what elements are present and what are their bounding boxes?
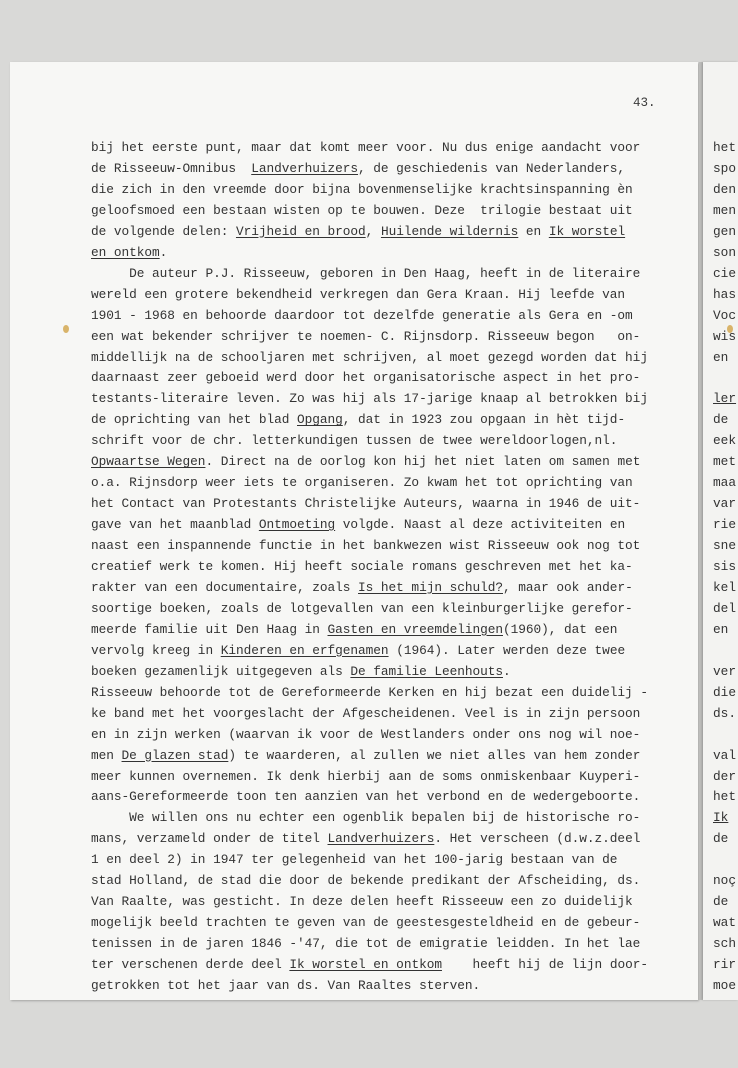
text-segment: . xyxy=(503,663,511,679)
text-segment: de oprichting van het blad xyxy=(91,412,297,428)
adjacent-page-fragment: rir xyxy=(713,957,737,973)
underlined-title: Vrijheid en brood xyxy=(235,223,366,239)
underlined-title: en ontkom xyxy=(91,244,160,260)
text-line xyxy=(91,329,640,344)
text-line xyxy=(91,601,633,616)
adjacent-page-fragment: het xyxy=(713,140,737,155)
text-line xyxy=(91,685,648,700)
text-line xyxy=(91,433,617,448)
text-segment: middellijk na de schooljaren met schrijven, al moet gezegd worden dat hij xyxy=(91,349,648,365)
adjacent-page-fragment: en xyxy=(713,621,729,637)
text-line xyxy=(91,391,648,406)
adjacent-page-fragment: de xyxy=(713,412,729,428)
text-line xyxy=(91,517,625,532)
text-segment: die zich in den vreemde door bijna bovenmenselijke krachtsinspanning èn xyxy=(91,181,633,197)
underlined-title: Opgang xyxy=(297,412,343,428)
text-segment: tenissen in de jaren 1846 -'47, die tot de emigratie leidden. In het lae xyxy=(91,936,641,952)
adjacent-page-fragment: sis xyxy=(713,559,737,574)
adjacent-page-fragment: der xyxy=(713,768,737,784)
text-segment: De auteur P.J. Risseeuw, geboren in Den Haag, heeft in de literaire xyxy=(91,265,641,281)
text-segment: (1964). Later werden deze twee xyxy=(388,642,626,658)
text-segment: volgde. Naast al deze activiteiten en xyxy=(335,517,626,533)
text-segment: , de geschiedenis van Nederlanders, xyxy=(358,160,626,176)
text-segment: ) te waarderen, al zullen we niet alles van hem zonder xyxy=(228,747,641,763)
text-segment: , maar ook ander- xyxy=(503,579,633,595)
adjacent-page-fragment: met xyxy=(713,454,737,470)
underlined-title: De familie Leenhouts xyxy=(350,663,503,679)
text-line xyxy=(91,182,633,197)
text-segment: aans-Gereformeerde toon ten aanzien van het verbond en de wedergeboorte. xyxy=(91,789,641,805)
adjacent-page-fragment: Voc xyxy=(713,307,737,323)
text-segment: boeken gezamenlijk uitgegeven als xyxy=(91,663,351,679)
page-number: 43. xyxy=(633,96,656,110)
text-segment: wereld een grotere bekendheid verkregen dan Gera Kraan. Hij leefde van xyxy=(91,286,626,302)
text-segment: heeft hij de lijn door- xyxy=(441,957,648,973)
text-line xyxy=(91,894,633,909)
text-segment: 1 en deel 2) in 1947 ter gelegenheid van het 100-jarig bestaan van de xyxy=(91,852,618,868)
adjacent-page-fragment: cie xyxy=(713,265,737,281)
text-line xyxy=(91,957,648,972)
text-line xyxy=(91,496,640,511)
text-line xyxy=(91,622,617,637)
adjacent-page-fragment: Ik xyxy=(713,810,729,826)
text-segment: meerde familie uit Den Haag in xyxy=(91,621,328,637)
text-line xyxy=(91,412,625,427)
adjacent-page-fragment: ler xyxy=(713,391,737,407)
text-segment: bij het eerste punt, maar dat komt meer voor. Nu dus enige aandacht voor xyxy=(91,140,641,155)
text-line xyxy=(91,664,511,679)
text-segment: geloofsmoed een bestaan wisten op te bouwen. Deze trilogie bestaat uit xyxy=(91,202,633,218)
adjacent-page-fragment: ver xyxy=(713,663,737,679)
underlined-title: Landverhuizers xyxy=(327,831,435,847)
text-segment: de Risseeuw-Omnibus xyxy=(91,160,252,176)
adjacent-page-fragment: has xyxy=(713,286,737,302)
text-line xyxy=(91,454,640,469)
text-line xyxy=(91,140,640,155)
text-segment: 1901 - 1968 en behoorde daardoor tot dezelfde generatie als Gera en -om xyxy=(91,307,633,323)
hole-punch-mark xyxy=(63,325,69,333)
adjacent-page-fragment: rie xyxy=(713,517,737,533)
text-line xyxy=(91,308,633,323)
adjacent-page-fragment: wis xyxy=(713,328,737,344)
text-line xyxy=(91,287,625,302)
adjacent-page-fragment: gen xyxy=(713,223,737,239)
text-line xyxy=(91,831,640,846)
text-segment: de volgende delen: xyxy=(91,223,236,239)
text-segment: en in zijn werken (waarvan ik voor de Westlanders onder ons nog wil noe- xyxy=(91,726,641,742)
text-segment: soortige boeken, zoals de lotgevallen van een kleinburgerlijke gerefor- xyxy=(91,600,633,616)
text-segment: daarnaast zeer geboeid werd door het organisatorische aspect in het pro- xyxy=(91,370,641,386)
text-line xyxy=(91,559,633,574)
text-segment: creatief werk te komen. Hij heeft sociale romans geschreven met het ka- xyxy=(91,559,633,574)
text-line xyxy=(91,789,640,804)
adjacent-page-fragment: del xyxy=(713,600,737,616)
text-segment: een wat bekender schrijver te noemen- C. Rijnsdorp. Risseeuw begon on- xyxy=(91,328,641,344)
adjacent-page-fragment: ds. xyxy=(713,705,737,721)
text-segment: meer kunnen overnemen. Ik denk hierbij aan de soms onmiskenbaar Kuyperi- xyxy=(91,768,641,784)
adjacent-page-fragment: die xyxy=(713,684,737,700)
text-line xyxy=(91,873,640,888)
adjacent-page-fragment: wat xyxy=(713,915,737,931)
text-line xyxy=(91,643,625,658)
text-line xyxy=(91,810,640,825)
text-segment: We willen ons nu echter een ogenblik bepalen bij de historische ro- xyxy=(91,810,641,826)
text-line xyxy=(91,224,625,239)
text-segment: vervolg kreeg in xyxy=(91,642,221,658)
adjacent-page-fragment: noç xyxy=(713,873,737,889)
text-segment: . Direct na de oorlog kon hij het niet laten om samen met xyxy=(205,454,641,470)
text-segment: naast een inspannende functie in het bankwezen wist Risseeuw ook nog tot xyxy=(91,538,641,554)
text-line xyxy=(91,978,480,993)
text-segment: , xyxy=(365,223,381,239)
text-segment: ter verschenen derde deel xyxy=(91,957,290,973)
text-segment: Van Raalte, was gesticht. In deze delen heeft Risseeuw een zo duidelijk xyxy=(91,894,633,910)
adjacent-page-fragment: de xyxy=(713,831,729,847)
underlined-title: Is het mijn schuld? xyxy=(358,579,503,595)
underlined-title: Ontmoeting xyxy=(258,517,336,533)
text-line xyxy=(91,706,640,721)
text-line xyxy=(91,727,640,742)
underlined-title: De glazen stad xyxy=(121,747,229,763)
text-segment: mans, verzameld onder de titel xyxy=(91,831,328,847)
adjacent-page-fragment: spo xyxy=(713,160,737,176)
text-segment: o.a. Rijnsdorp weer iets te organiseren. Zo kwam het tot oprichting van xyxy=(91,475,633,491)
adjacent-page-fragment: sne xyxy=(713,538,737,554)
adjacent-page-fragment: moe xyxy=(713,978,737,993)
text-line xyxy=(91,852,617,867)
underlined-title: Gasten en vreemdelingen xyxy=(327,621,503,637)
text-segment: ke band met het voorgeslacht der Afgescheidenen. Veel is in zijn persoon xyxy=(91,705,641,721)
text-segment: en xyxy=(518,223,549,239)
adjacent-page-fragment: den xyxy=(713,181,737,197)
text-segment: . xyxy=(159,244,168,260)
text-segment: Risseeuw behoorde tot de Gereformeerde Kerken en hij bezat een duidelij - xyxy=(91,684,648,700)
text-segment: schrift voor de chr. letterkundigen tussen de twee wereldoorlogen,nl. xyxy=(91,433,618,449)
text-segment: gave van het maanblad xyxy=(91,517,259,533)
text-line xyxy=(91,580,633,595)
adjacent-page-fragment: maa xyxy=(713,475,737,491)
underlined-title: Ik worstel en ontkom xyxy=(289,957,442,973)
text-line xyxy=(91,245,167,260)
text-segment: testants-literaire leven. Zo was hij als 17-jarige knaap al betrokken bij xyxy=(91,391,648,407)
adjacent-page-fragment: eek xyxy=(713,433,737,449)
text-line xyxy=(91,266,640,281)
text-line xyxy=(91,936,640,951)
text-segment: men xyxy=(91,747,122,763)
text-line xyxy=(91,915,640,930)
text-segment: mogelijk beeld trachten te geven van de geestesgesteldheid en de gebeur- xyxy=(91,915,641,931)
text-segment: rakter van een documentaire, zoals xyxy=(91,579,359,595)
adjacent-page-fragment: val xyxy=(713,747,737,763)
text-segment: (1960), dat een xyxy=(503,621,618,637)
adjacent-page-fragment: kel xyxy=(713,579,737,595)
text-line xyxy=(91,370,640,385)
underlined-title: Kinderen en erfgenamen xyxy=(220,642,389,658)
text-line xyxy=(91,475,633,490)
adjacent-page-fragment: de xyxy=(713,894,729,910)
text-segment: , dat in 1923 zou opgaan in hèt tijd- xyxy=(342,412,626,428)
underlined-title: Ik worstel xyxy=(548,223,626,239)
text-line xyxy=(91,748,640,763)
text-segment: stad Holland, de stad die door de bekende predikant der Afscheiding, ds. xyxy=(91,873,641,889)
text-segment: . Het verscheen (d.w.z.deel xyxy=(434,831,641,847)
adjacent-page-fragment: son xyxy=(713,244,737,260)
underlined-title: Huilende wildernis xyxy=(380,223,519,239)
text-line xyxy=(91,769,640,784)
adjacent-page-fragment: var xyxy=(713,496,737,512)
underlined-title: Opwaartse Wegen xyxy=(91,454,206,470)
adjacent-page-fragment: het xyxy=(713,789,737,805)
text-line xyxy=(91,538,640,553)
text-segment: getrokken tot het jaar van ds. Van Raaltes sterven. xyxy=(91,978,481,993)
underlined-title: Landverhuizers xyxy=(251,160,359,176)
text-line xyxy=(91,203,633,218)
adjacent-page-fragment: men xyxy=(713,202,737,218)
adjacent-page-fragment: sch xyxy=(713,936,737,952)
text-segment: het Contact van Protestants Christelijke Auteurs, waarna in 1946 de uit- xyxy=(91,496,641,512)
text-line xyxy=(91,350,648,365)
text-line xyxy=(91,161,625,176)
adjacent-page-fragment: en xyxy=(713,349,729,365)
